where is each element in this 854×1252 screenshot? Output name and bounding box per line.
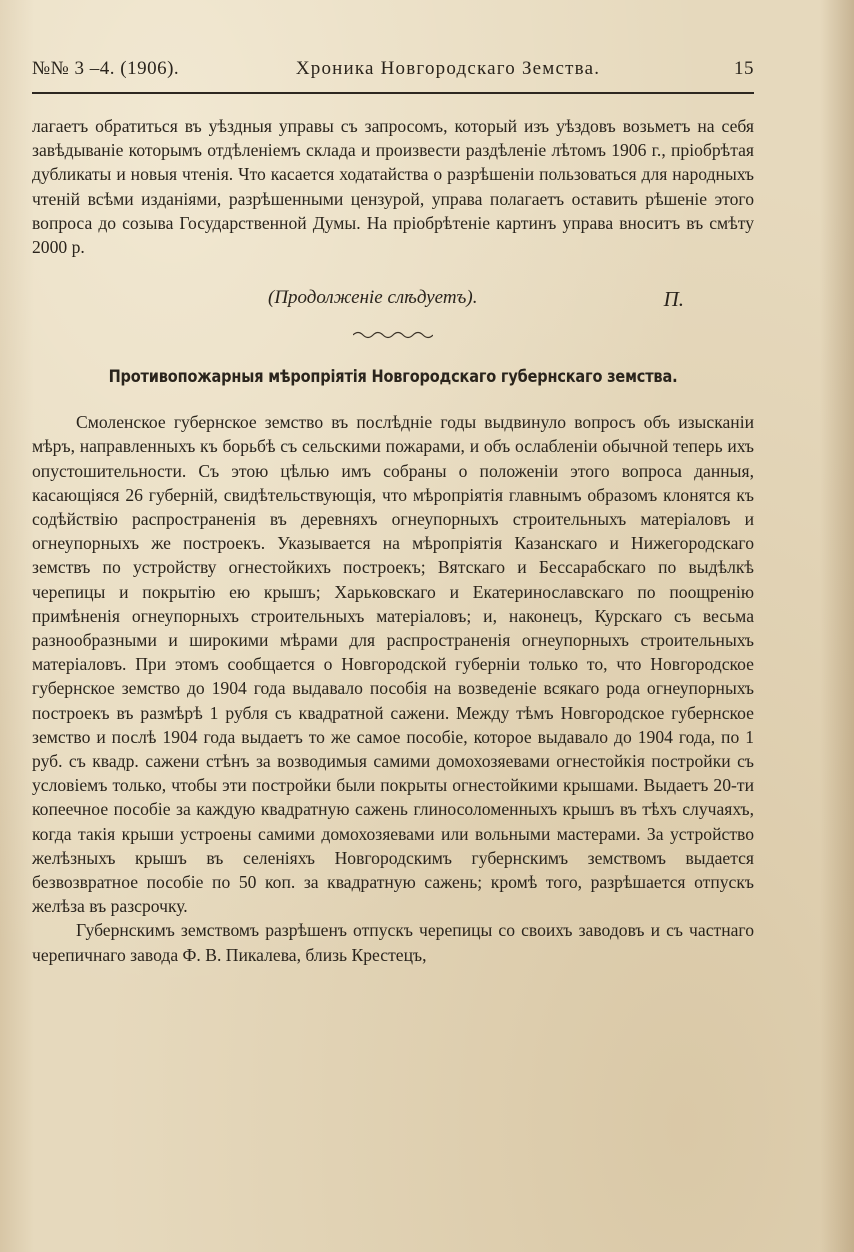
document-page	[32, 58, 754, 967]
author-signature: П.	[663, 287, 684, 312]
article-heading: Противопожарныя мѣропріятія Новгородскаго губернскаго земства.	[108, 367, 678, 387]
article-body	[32, 410, 754, 967]
continuation-note: (Продолженіе слѣдуетъ).	[268, 287, 478, 309]
issue-number: №№ 3 –4. (1906).	[32, 58, 180, 79]
journal-title: Хроника Новгородскаго Земства.	[295, 58, 601, 79]
article-paragraph: Смоленское губернское земство въ послѣдніе годы выдвинуло вопросъ объ изысканіи мѣръ, направленныхъ къ борьбѣ съ сельскими пожарами, и объ ослабленіи обычной теперь ихъ опустошительности. Съ этою цѣлью имъ собраны о положеніи этого вопроса данныя, касающіяся 26 губерній, свидѣтельствующія, что мѣропріятія главнымъ образомъ клонятся къ содѣйствію распространенія въ деревняхъ огнеупорныхъ строительныхъ матеріаловъ и огнеупорныхъ же построекъ. Указывается на мѣропріятія Казанскаго и Нижегородскаго земствъ по устройству огнестойкихъ построекъ; Вятскаго и Бессарабскаго по выдѣлкѣ черепицы и покрытію ею крышъ; Харьковскаго и Екатеринославскаго по поощренію примѣненія огнеупорныхъ строительныхъ матеріаловъ; и, наконецъ, Курскаго съ весьма разнообразными и широкими мѣрами для распространенія огнеупорныхъ строительныхъ матеріаловъ. При этомъ сообщается о Новгородской губерніи только то, что Новгородское губернское земство до 1904 года выдавало пособія на возведеніе всякаго рода огнеупорныхъ построекъ въ размѣрѣ 1 рубля съ квадратной сажени. Между тѣмъ Новгородское губернское земство и послѣ 1904 года выдаетъ то же самое пособіе, которое выдавало до 1904 года, по 1 руб. съ квадр. сажени стѣнъ за возводимыя самими домохозяевами огнестойкія постройки съ условіемъ только, чтобы эти постройки были покрыты огнестойкими крышами. Выдаетъ 20-ти копеечное пособіе за каждую квадратную сажень глиносоломенныхъ крышъ въ тѣхъ случаяхъ, когда такія крыши устроены самими домохозяевами или вольными мастерами. За устройство желѣзныхъ крышъ въ селеніяхъ Новгородскимъ губернскимъ земствомъ выдается безвозвратное пособіе по 50 коп. за квадратную сажень; кромѣ того, разрѣшается отпускъ желѣза въ разсрочку.	[32, 412, 754, 917]
page-number: 15	[734, 58, 754, 79]
article-paragraph: Губернскимъ земствомъ разрѣшенъ отпускъ черепицы со своихъ заводовъ и съ частнаго черепичнаго завода Ф. В. Пикалева, близь Крестецъ,	[32, 920, 754, 965]
running-header	[32, 58, 754, 94]
wavy-divider-ornament	[353, 329, 433, 339]
paragraph-continuation: лагаетъ обратиться въ уѣздныя управы съ запросомъ, который изъ уѣздовъ возьметъ на себя завѣдываніе которымъ отдѣленіемъ склада и произвести раздѣленіе лѣтомъ 1906 г., пріобрѣтая дубликаты и новыя чтенія. Что касается ходатайства о разрѣшеніи пользоваться для народныхъ чтеній всѣми изданіями, разрѣшенными цензурой, управа полагаетъ оставить рѣшеніе этого вопроса до созыва Государственной Думы. На пріобрѣтеніе картинъ управа вноситъ въ смѣту 2000 р.	[32, 116, 754, 258]
continuation-line	[32, 287, 754, 317]
